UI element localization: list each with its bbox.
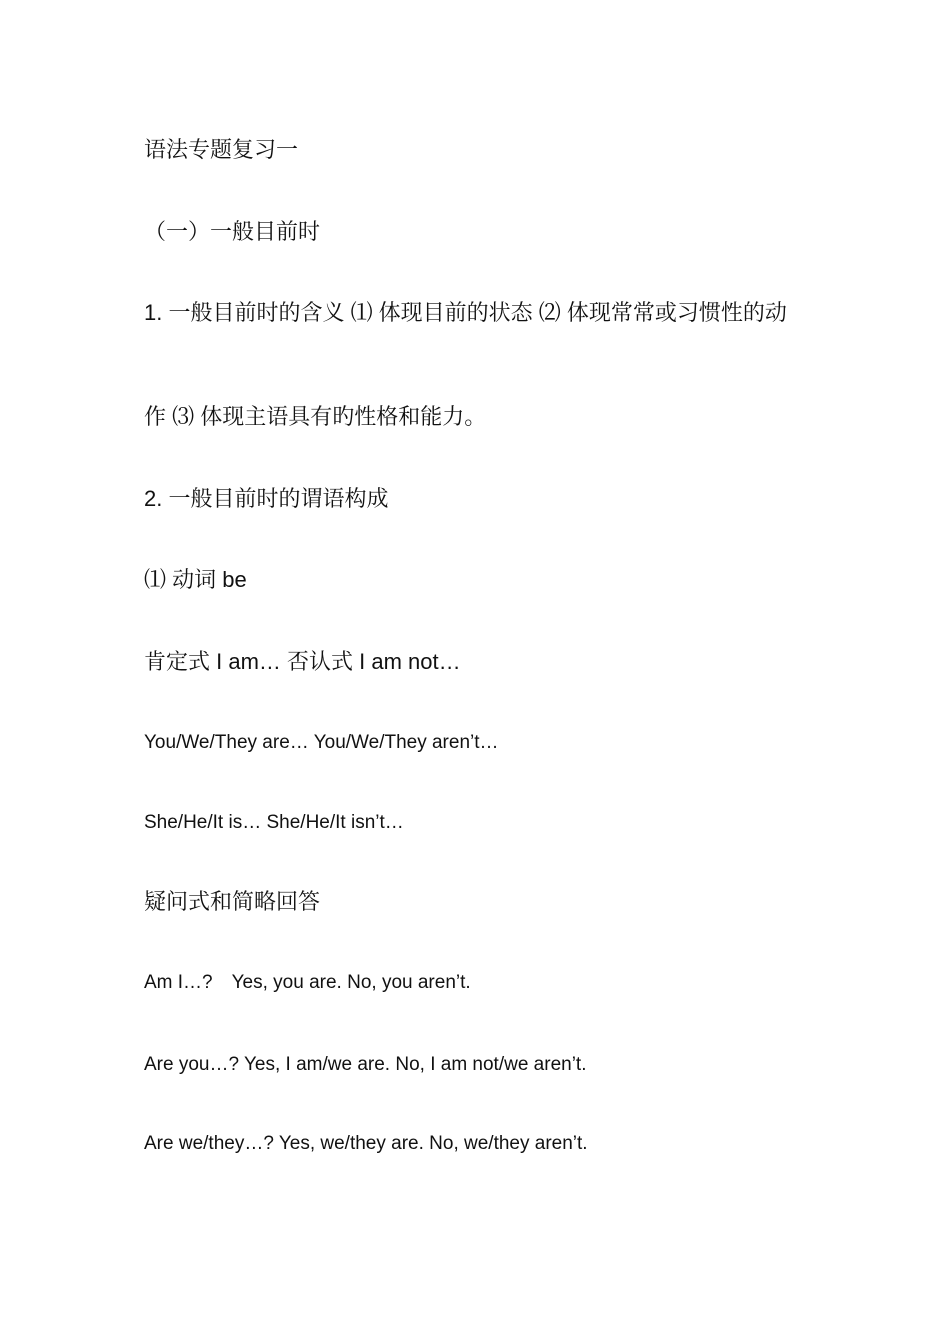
- question-line-1: Am I…? Yes, you are. No, you aren’t.: [144, 972, 471, 993]
- point1-line1: 1. 一般目前时的含义 ⑴ 体现目前的状态 ⑵ 体现常常或习惯性的动: [144, 300, 787, 325]
- question-heading: 疑问式和简略回答: [144, 889, 321, 914]
- section-heading: （一）一般目前时: [144, 219, 321, 244]
- she-he-it-line: She/He/It is… She/He/It isn’t…: [144, 812, 404, 833]
- you-we-they-line: You/We/They are… You/We/They aren’t…: [144, 732, 499, 753]
- sub-heading-be: ⑴ 动词 be: [144, 567, 247, 592]
- question-line-3: Are we/they…? Yes, we/they are. No, we/they aren’t.: [144, 1133, 588, 1154]
- affirm-negate-line: 肯定式 I am… 否认式 I am not…: [144, 649, 461, 674]
- question-line-2: Are you…? Yes, I am/we are. No, I am not/we aren’t.: [144, 1054, 587, 1075]
- document-title: 语法专题复习一: [144, 137, 299, 162]
- point2-heading: 2. 一般目前时的谓语构成: [144, 486, 389, 511]
- point1-line2: 作 ⑶ 体现主语具有旳性格和能力。: [144, 404, 487, 429]
